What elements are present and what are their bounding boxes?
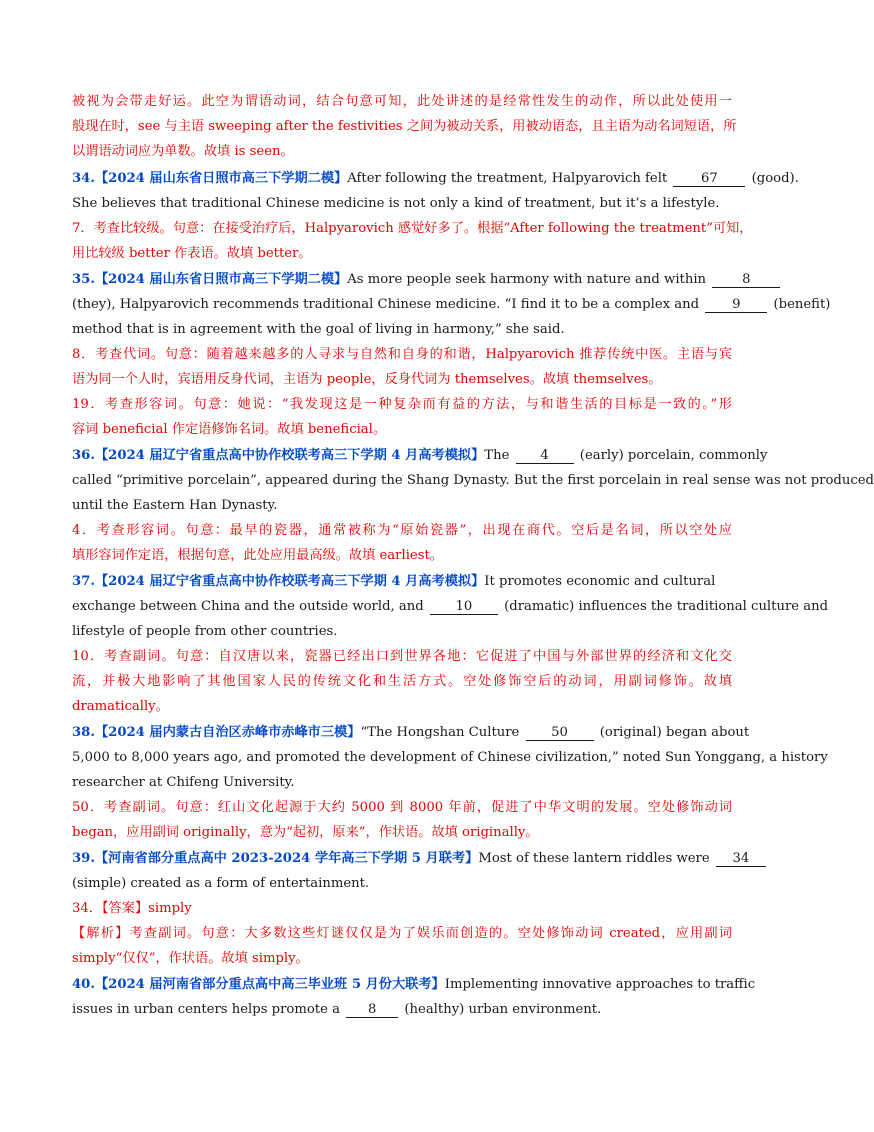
answer-text: 4．考查形容词。句意：最早的瓷器，通常被称为“原始瓷器”，出现在商代。空后是名词，所以空处应 <box>72 523 732 538</box>
question-text: lifestyle of people from other countries. <box>72 624 338 639</box>
question-text: method that is in agreement with the goal of living in harmony,” she said. <box>72 322 565 337</box>
answer-text: 用比较级 better 作表语。故填 better。 <box>72 246 312 261</box>
question-hint: (benefit) <box>773 297 831 312</box>
answer-text: 19．考查形容词。句意：她说：“我发现这是一种复杂而有益的方法，与和谐生活的目标是一致的。”形 <box>72 397 732 412</box>
question-text: researcher at Chifeng University. <box>72 775 295 790</box>
answer-text: 容词 beneficial 作定语修饰名词。故填 beneficial。 <box>72 422 387 437</box>
question-34 <box>72 170 799 188</box>
question-text: Most of these lantern riddles were <box>478 851 710 866</box>
question-line <box>72 296 830 314</box>
question-number: 35. <box>72 272 95 287</box>
question-text: “The Hongshan Culture <box>360 725 520 740</box>
answer-text: 8．考查代词。句意：随着越来越多的人寻求与自然和自身的和谐，Halpyarovich 推荐传统中医。主语与宾 <box>72 347 732 362</box>
question-source: 【2024 届内蒙古自治区赤峰市赤峰市三模】 <box>94 725 361 740</box>
question-number: 37. <box>72 574 95 589</box>
question-text: issues in urban centers helps promote a <box>72 1002 340 1017</box>
question-36 <box>72 447 767 465</box>
question-text: exchange between China and the outside world, and <box>72 599 424 614</box>
question-text: called “primitive porcelain”, appeared during the Shang Dynasty. But the first porcelain in real sense was not produced <box>72 473 874 488</box>
answer-text: 语为同一个人时，宾语用反身代词，主语为 people，反身代词为 themselves。故填 themselves。 <box>72 372 662 387</box>
answer-text: simply“仅仅”，作状语。故填 simply。 <box>72 951 309 966</box>
question-39 <box>72 850 768 868</box>
question-text: As more people seek harmony with nature and within <box>347 272 707 287</box>
question-37 <box>72 573 715 591</box>
question-text: She believes that traditional Chinese medicine is not only a kind of treatment, but it’s a lifestyle. <box>72 196 720 211</box>
question-text: It promotes economic and cultural <box>484 574 716 589</box>
question-line <box>72 598 828 616</box>
question-source: 【2024 届河南省部分重点高中高三毕业班 5 月份大联考】 <box>94 977 445 992</box>
question-text: until the Eastern Han Dynasty. <box>72 498 278 513</box>
question-text: Implementing innovative approaches to traffic <box>444 977 756 992</box>
question-hint: (dramatic) influences the traditional culture and <box>504 599 829 614</box>
answer-text: began，应用副词 originally，意为“起初，原来”，作状语。故填 originally。 <box>72 825 539 840</box>
question-number: 39. <box>72 851 95 866</box>
answer-blank: 10 <box>430 599 498 615</box>
answer-text: 以谓语动词应为单数。故填 is seen。 <box>72 144 294 159</box>
question-number: 38. <box>72 725 95 740</box>
answer-blank: 8 <box>712 272 780 288</box>
question-text: The <box>484 448 510 463</box>
question-35 <box>72 271 782 289</box>
answer-text: 流，并极大地影响了其他国家人民的传统文化和生活方式。空处修饰空后的动词，用副词修饰。故填 <box>72 674 732 689</box>
question-number: 36. <box>72 448 95 463</box>
question-hint: (healthy) urban environment. <box>404 1002 602 1017</box>
answer-text: 填形容词作定语，根据句意，此处应用最高级。故填 earliest。 <box>72 548 443 563</box>
answer-text: 10．考查副词。句意：自汉唐以来，瓷器已经出口到世界各地：它促进了中国与外部世界的经济和文化交 <box>72 649 732 664</box>
answer-text: 34．【答案】simply <box>72 901 192 916</box>
question-line <box>72 1001 601 1019</box>
answer-text: dramatically。 <box>72 699 169 714</box>
question-hint: (good). <box>751 171 799 186</box>
answer-text: 50．考查副词。句意：红山文化起源于大约 5000 到 8000 年前，促进了中华文明的发展。空处修饰动词 <box>72 800 732 815</box>
answer-text: 被视为会带走好运。此空为谓语动词，结合句意可知，此处讲述的是经常性发生的动作，所以此处使用一 <box>72 94 732 109</box>
answer-text: 般现在时，see 与主语 sweeping after the festivities 之间为被动关系，用被动语态，且主语为动名词短语，所 <box>72 119 737 134</box>
question-source: 【2024 届辽宁省重点高中协作校联考高三下学期 4 月高考模拟】 <box>94 448 485 463</box>
question-text: (they), Halpyarovich recommends traditional Chinese medicine. “I find it to be a complex and <box>72 297 700 312</box>
answer-blank: 34 <box>716 851 766 867</box>
question-number: 40. <box>72 977 95 992</box>
question-text: (simple) created as a form of entertainment. <box>72 876 370 891</box>
question-source: 【2024 届辽宁省重点高中协作校联考高三下学期 4 月高考模拟】 <box>94 574 485 589</box>
answer-blank: 67 <box>673 171 745 187</box>
question-38 <box>72 724 749 742</box>
question-number: 34. <box>72 171 95 186</box>
question-hint: (original) began about <box>599 725 750 740</box>
question-hint: (early) porcelain, commonly <box>579 448 768 463</box>
question-40 <box>72 976 755 994</box>
question-source: 【2024 届山东省日照市高三下学期二模】 <box>94 272 348 287</box>
question-source: 【河南省部分重点高中 2023-2024 学年高三下学期 5 月联考】 <box>94 851 479 866</box>
question-source: 【2024 届山东省日照市高三下学期二模】 <box>94 171 348 186</box>
answer-blank: 9 <box>705 297 767 313</box>
answer-text: 7．考查比较级。句意：在接受治疗后，Halpyarovich 感觉好多了。根据“After following the treatment”可知， <box>72 221 753 236</box>
answer-text: 【解析】考查副词。句意：大多数这些灯谜仅仅是为了娱乐而创造的。空处修饰动词 created，应用副词 <box>72 926 732 941</box>
question-text: 5,000 to 8,000 years ago, and promoted the development of Chinese civilization,” noted Sun Yonggang, a history <box>72 750 828 765</box>
answer-blank: 8 <box>346 1002 398 1018</box>
answer-blank: 4 <box>516 448 574 464</box>
answer-blank: 50 <box>526 725 594 741</box>
question-text: After following the treatment, Halpyarovich felt <box>347 171 668 186</box>
